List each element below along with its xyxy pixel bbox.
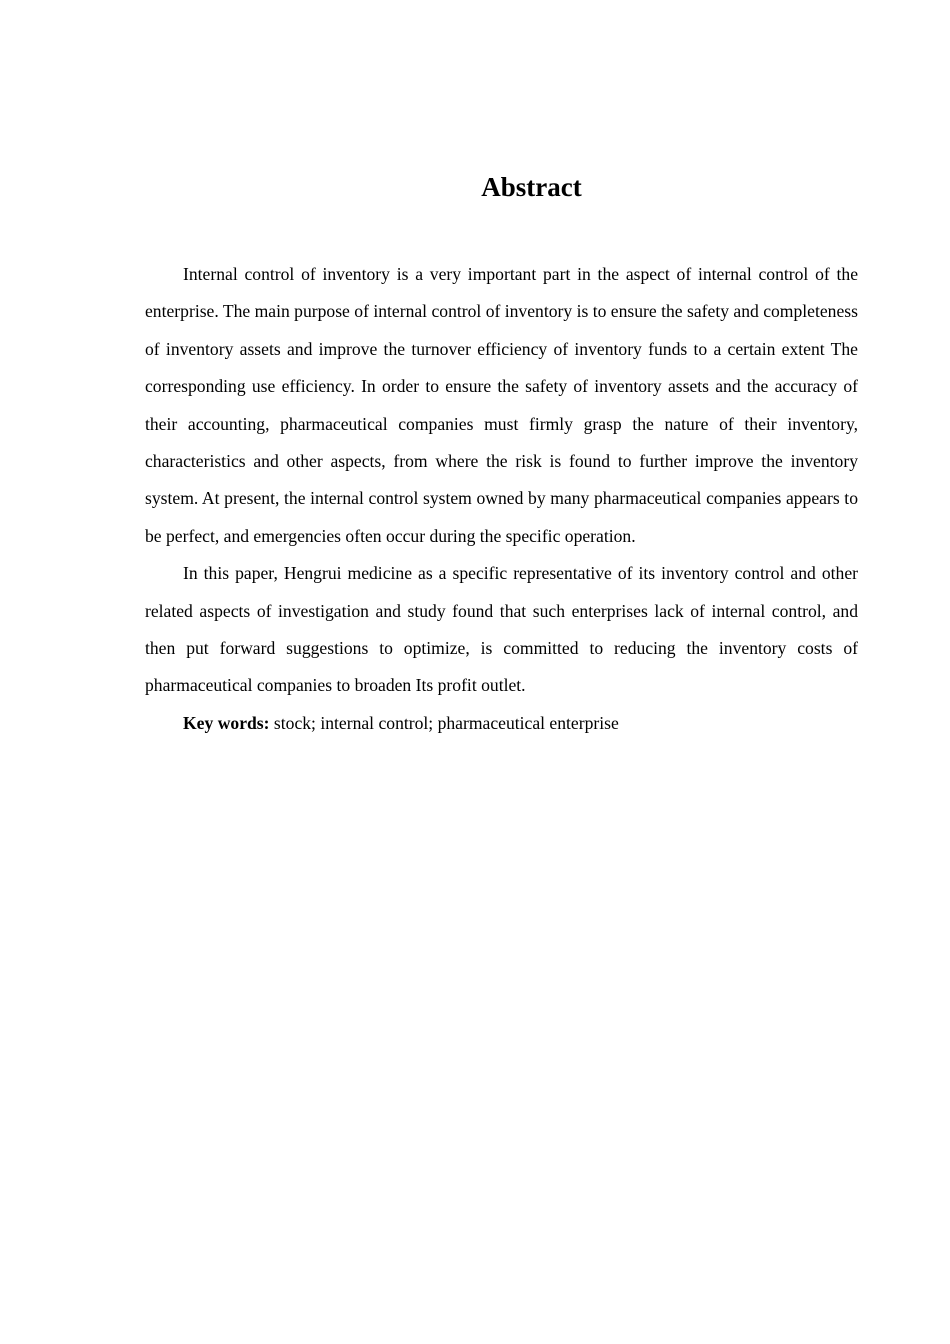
abstract-paragraph-2: In this paper, Hengrui medicine as a specific representative of its inventory control and other related aspects of investigation and study found that such enterprises lack of internal control, and then put forward suggestions to optimize, is committed to reducing the inventory costs of pharmaceutical companies to broaden Its profit outlet. [145, 563, 858, 696]
keywords-label: Key words: [183, 712, 270, 733]
keywords-line [145, 705, 858, 742]
keywords-value: stock; internal control; pharmaceutical enterprise [273, 712, 619, 733]
page-title: Abstract [481, 172, 582, 202]
abstract-body [145, 256, 858, 742]
abstract-paragraph-1: Internal control of inventory is a very important part in the aspect of internal control of the enterprise. The main purpose of internal control of inventory is to ensure the safety and completeness of inventory assets and improve the turnover efficiency of inventory funds to a certain extent The corresponding use efficiency. In order to ensure the safety of inventory assets and the accuracy of their accounting, pharmaceutical companies must firmly grasp the nature of their inventory, characteristics and other aspects, from where the risk is found to further improve the inventory system. At present, the internal control system owned by many pharmaceutical companies appears to be perfect, and emergencies often occur during the specific operation. [145, 264, 858, 546]
